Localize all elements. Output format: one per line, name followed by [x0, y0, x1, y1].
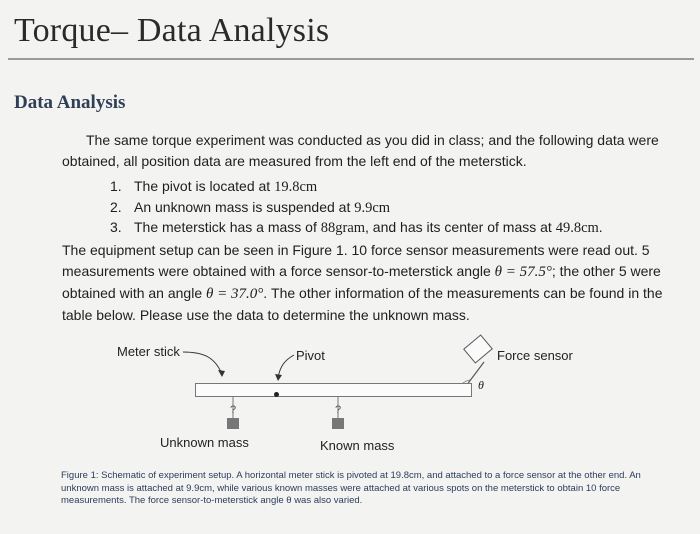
pivot-point [274, 392, 279, 397]
list-text-b: , and has its center of mass at [365, 219, 556, 235]
meter-stick-leader [183, 352, 222, 374]
theta-label: θ [478, 378, 484, 392]
setup-text-1: The equipment setup can be seen in Figure 1. 10 force sensor measurements were read out. 5 measurements were obtained with a force sensor-to-meterstick angle [62, 242, 650, 279]
list-text-a: The pivot is located at [134, 178, 275, 194]
angle-equation-1: θ = 57.5° [494, 264, 552, 280]
list-number: 2. [110, 198, 122, 215]
figure-caption: Figure 1: Schematic of experiment setup. A horizontal meter stick is pivoted at 19.8cm, and attached to a force sensor at the other end. An unknown mass is attached at 9.9cm, while various known masses were attached at various spots on the meterstick to obtain 10 force measurements. The force sensor-to-meterstick angle θ was also varied. [61, 470, 641, 506]
force-sensor-label: Force sensor [497, 348, 573, 363]
title-rule [8, 58, 694, 60]
unknown-mass-block [227, 418, 239, 429]
list-number: 1. [110, 178, 122, 194]
list-text-c: . [598, 219, 603, 235]
list-value: 88gram [320, 220, 366, 236]
known-mass-label: Known mass [320, 438, 395, 453]
list-item [110, 218, 603, 239]
setup-text-2: ; the other 5 were obtained with an angle [62, 263, 661, 301]
page-title: Torque– Data Analysis [14, 12, 330, 49]
unknown-mass-label: Unknown mass [160, 435, 249, 450]
list-value: 9.9cm [354, 199, 391, 216]
intro-paragraph [62, 130, 682, 172]
unknown-mass-question-mark: ? [230, 404, 237, 416]
setup-paragraph [62, 240, 682, 326]
list-text-a: The meterstick has a mass of [134, 219, 321, 235]
figure-1 [0, 330, 700, 470]
pivot-label: Pivot [296, 348, 325, 363]
pivot-arrow-head [275, 374, 282, 381]
list-value-2: 49.8cm [555, 220, 599, 236]
force-sensor-body [464, 335, 492, 363]
meterstick-bar [195, 383, 472, 397]
pivot-leader [278, 355, 294, 378]
section-heading: Data Analysis [14, 92, 126, 113]
known-mass-block [332, 418, 344, 429]
list-text [134, 198, 390, 219]
list-text-a: An unknown mass is suspended at [134, 198, 355, 215]
meter-stick-label: Meter stick [117, 344, 180, 359]
angle-equation-2: θ = 37.0° [206, 286, 264, 302]
list-item [110, 177, 603, 198]
list-value: 19.8cm [274, 179, 318, 195]
given-data-list [110, 177, 603, 239]
known-mass-question-mark: ? [335, 404, 342, 416]
meter-stick-arrow-head [218, 370, 225, 377]
intro-text: The same torque experiment was conducted as you did in class; and the following data were obtained, all position data are measured from the left end of the meterstick. [62, 132, 659, 169]
list-number: 3. [110, 219, 122, 235]
list-text [134, 218, 603, 239]
setup-text-3: . The other information of the measurements can be found in the table below. Please use the data to determine the unknown mass. [62, 285, 663, 323]
list-text [134, 177, 317, 198]
list-item [110, 198, 603, 219]
